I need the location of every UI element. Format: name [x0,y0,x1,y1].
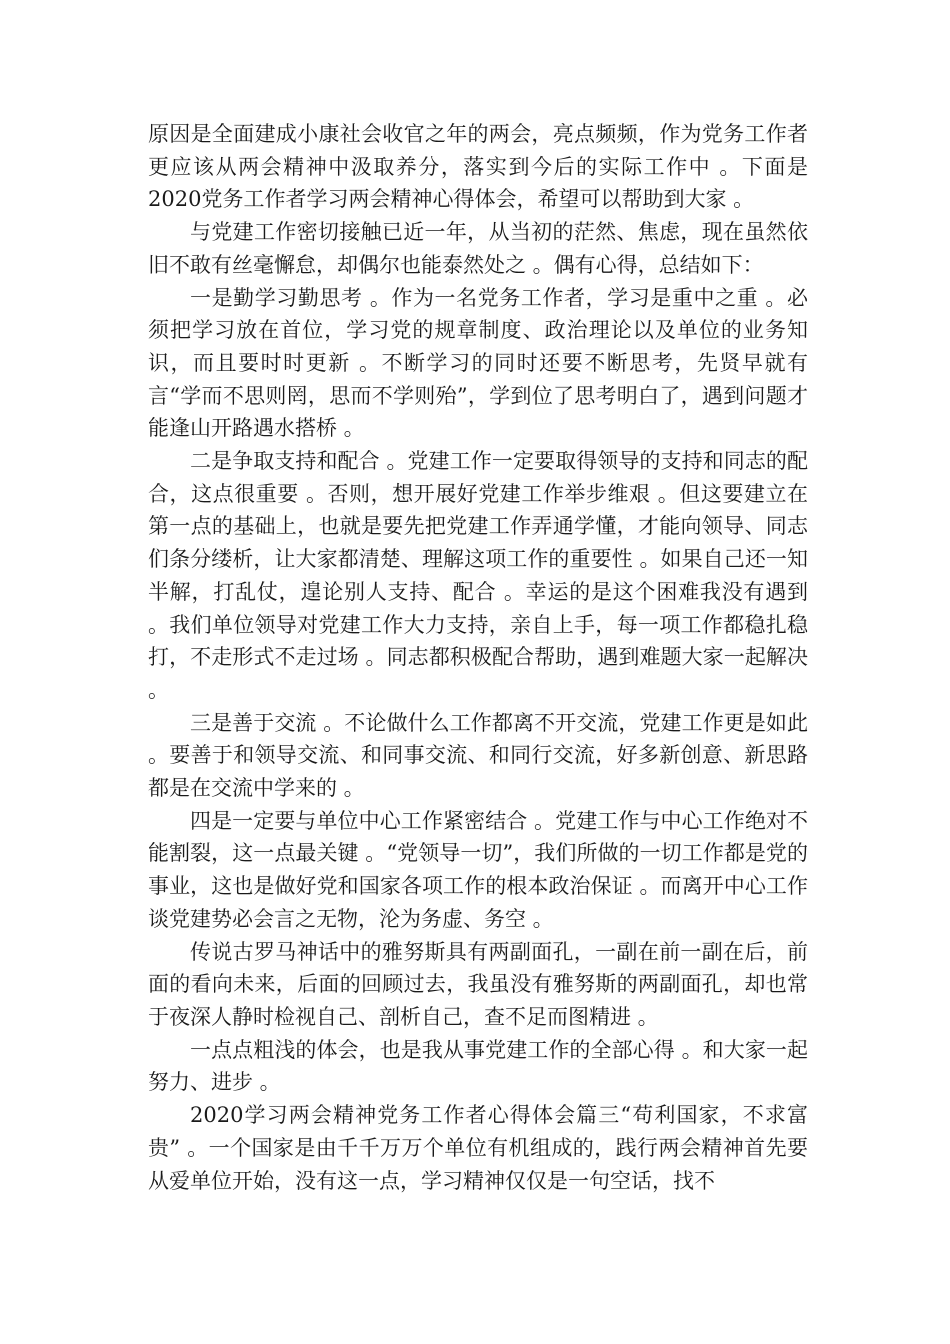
paragraph-1: 原因是全面建成小康社会收官之年的两会，亮点频频，作为党务工作者更应该从两会精神中汲取养分，落实到今后的实际工作中 。下面是2020党务工作者学习两会精神心得体会，希望可以帮助到大家 。 [148,122,808,212]
document-body [148,118,808,1197]
paragraph-4: 二是争取支持和配合 。党建工作一定要取得领导的支持和同志的配合，这点很重要 。否则，想开展好党建工作举步维艰 。但这要建立在第一点的基础上，也就是要先把党建工作弄通学懂，才能向领导、同志们条分缕析，让大家都清楚、理解这项工作的重要性 。如果自己还一知半解，打乱仗，遑论别人支持、配合 。幸运的是这个困难我没有遇到 。我们单位领导对党建工作大力支持，亲自上手，每一项工作都稳扎稳打，不走形式不走过场 。同志都积极配合帮助，遇到难题大家一起解决 。 [148,449,808,702]
paragraph-7: 传说古罗马神话中的雅努斯具有两副面孔，一副在前一副在后，前面的看向未来，后面的回顾过去，我虽没有雅努斯的两副面孔，却也常于夜深人静时检视自己、剖析自己，查不足而图精进 。 [148,939,808,1029]
paragraph-9: 2020学习两会精神党务工作者心得体会篇三“苟利国家，不求富贵” 。一个国家是由千千万万个单位有机组成的，践行两会精神首先要从爱单位开始，没有这一点，学习精神仅仅是一句空话，找不 [148,1103,808,1193]
paragraph-6: 四是一定要与单位中心工作紧密结合 。党建工作与中心工作绝对不能割裂，这一点最关键 。“党领导一切”，我们所做的一切工作都是党的事业，这也是做好党和国家各项工作的根本政治保证 。而离开中心工作谈党建势必会言之无物，沦为务虚、务空 。 [148,808,808,931]
paragraph-8: 一点点粗浅的体会，也是我从事党建工作的全部心得 。和大家一起努力、进步 。 [148,1037,808,1095]
paragraph-2: 与党建工作密切接触已近一年，从当初的茫然、焦虑，现在虽然依旧不敢有丝毫懈怠，却偶尔也能泰然处之 。偶有心得，总结如下： [148,220,808,277]
paragraph-5: 三是善于交流 。不论做什么工作都离不开交流，党建工作更是如此 。要善于和领导交流、和同事交流、和同行交流，好多新创意、新思路都是在交流中学来的 。 [148,710,808,801]
paragraph-3: 一是勤学习勤思考 。作为一名党务工作者，学习是重中之重 。必须把学习放在首位，学习党的规章制度、政治理论以及单位的业务知识，而且要时时更新 。不断学习的同时还要不断思考，先贤早就有言“学而不思则罔，思而不学则殆”，学到位了思考明白了，遇到问题才能逢山开路遇水搭桥 。 [148,285,808,441]
